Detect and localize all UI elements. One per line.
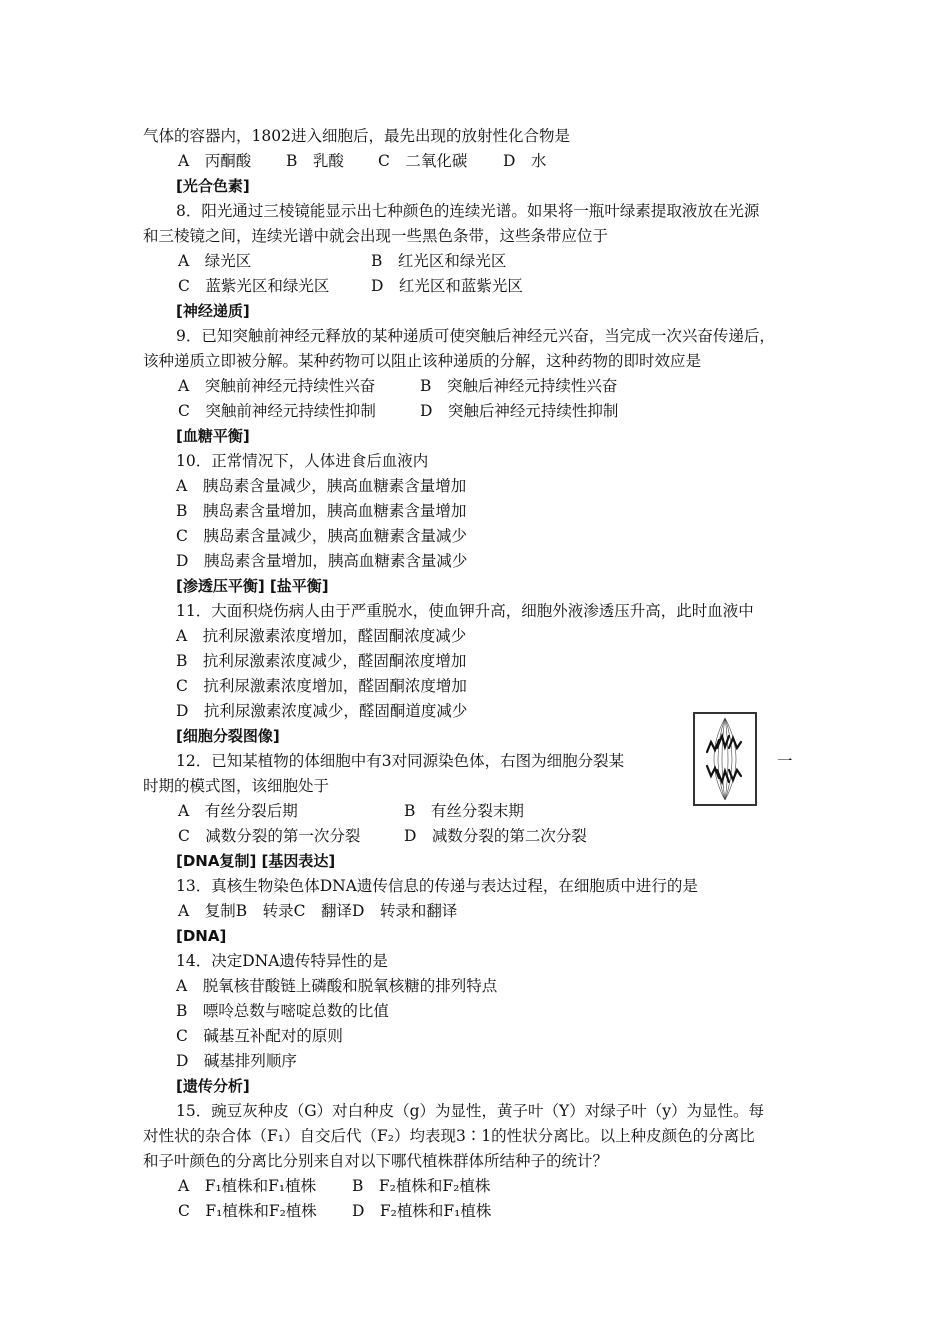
section-heading-genetic-analysis: [遗传分析] (176, 1077, 250, 1095)
section-heading-cell-division: [细胞分裂图像] (176, 727, 280, 745)
question-15-line-1: 15．豌豆灰种皮（G）对白种皮（g）为显性，黄子叶（Y）对绿子叶（y）为显性。每 (176, 1102, 765, 1120)
q14-option-c: C 碱基互补配对的原则 (176, 1027, 343, 1045)
q10-option-c: C 胰岛素含量减少，胰高血糖素含量减少 (176, 527, 467, 545)
section-heading-neurotransmitter: [神经递质] (176, 302, 250, 320)
q10-option-a: A 胰岛素含量减少，胰高血糖素含量增加 (176, 477, 467, 495)
cell-division-anaphase-icon (695, 714, 755, 804)
q7-option-b: B 乳酸 (286, 152, 344, 170)
q9-option-a: A 突触前神经元持续性兴奋 (178, 377, 376, 395)
q11-option-b: B 抗利尿激素浓度减少，醛固酮浓度增加 (176, 652, 467, 670)
section-heading-dna-replication: [DNA复制] [基因表达] (176, 852, 336, 870)
q12-option-a: A 有丝分裂后期 (178, 802, 298, 820)
section-heading-blood-sugar: [血糖平衡] (176, 427, 250, 445)
question-13-stem: 13．真核生物染色体DNA遗传信息的传递与表达过程，在细胞质中进行的是 (176, 877, 698, 895)
question-12-line-1-tail: 一 (777, 752, 793, 770)
q15-option-c: C F₁植株和F₂植株 (178, 1202, 317, 1220)
question-11-stem: 11．大面积烧伤病人由于严重脱水，使血钾升高，细胞外液渗透压升高，此时血液中 (176, 602, 754, 620)
q13-options: A 复制B 转录C 翻译D 转录和翻译 (178, 902, 458, 920)
question-7-stem-tail: 气体的容器内，1802进入细胞后，最先出现的放射性化合物是 (143, 127, 570, 145)
question-8-line-2: 和三棱镜之间，连续光谱中就会出现一些黑色条带，这些条带应位于 (143, 227, 609, 245)
question-9-line-1: 9．已知突触前神经元释放的某种递质可使突触后神经元兴奋，当完成一次兴奋传递后， (176, 327, 775, 345)
q9-option-d: D 突触后神经元持续性抑制 (420, 402, 619, 420)
q7-option-a: A 丙酮酸 (178, 152, 252, 170)
q8-option-d: D 红光区和蓝紫光区 (371, 277, 523, 295)
section-heading-osmotic-salt: [渗透压平衡] [盐平衡] (176, 577, 329, 595)
q8-option-c: C 蓝紫光区和绿光区 (178, 277, 330, 295)
q12-option-c: C 减数分裂的第一次分裂 (178, 827, 361, 845)
q11-option-d: D 抗利尿激素浓度减少，醛固酮道度减少 (176, 702, 468, 720)
q8-option-a: A 绿光区 (178, 252, 252, 270)
q10-option-b: B 胰岛素含量增加，胰高血糖素含量增加 (176, 502, 467, 520)
q14-option-b: B 嘌呤总数与嘧啶总数的比值 (176, 1002, 389, 1020)
cell-division-figure (693, 712, 757, 806)
question-15-line-3: 和子叶颜色的分离比分别来自对以下哪代植株群体所结种子的统计？ (143, 1152, 609, 1170)
q14-option-a: A 脱氧核苷酸链上磷酸和脱氧核糖的排列特点 (176, 977, 498, 995)
section-heading-dna: [DNA] (176, 927, 227, 945)
q14-option-d: D 碱基排列顺序 (176, 1052, 297, 1070)
q12-option-d: D 减数分裂的第二次分裂 (404, 827, 587, 845)
q11-option-c: C 抗利尿激素浓度增加，醛固酮浓度增加 (176, 677, 467, 695)
q7-option-c: C 二氧化碳 (378, 152, 468, 170)
question-9-line-2: 该种递质立即被分解。某种药物可以阻止该种递质的分解，这种药物的即时效应是 (143, 352, 702, 370)
question-10-stem: 10．正常情况下，人体进食后血液内 (176, 452, 429, 470)
question-12-line-1: 12．已知某植物的体细胞中有3对同源染色体，右图为细胞分裂某 (176, 752, 625, 770)
q11-option-a: A 抗利尿激素浓度增加，醛固酮浓度减少 (176, 627, 467, 645)
question-12-line-2: 时期的模式图，该细胞处于 (143, 777, 330, 795)
question-15-line-2: 对性状的杂合体（F₁）自交后代（F₂）均表现3∶1的性状分离比。以上种皮颜色的分离比 (143, 1127, 755, 1145)
section-heading-photosynthetic-pigment: [光合色素] (176, 177, 250, 195)
q15-option-b: B F₂植株和F₂植株 (352, 1177, 491, 1195)
q10-option-d: D 胰岛素含量增加，胰高血糖素含量减少 (176, 552, 468, 570)
q15-option-d: D F₂植株和F₁植株 (352, 1202, 492, 1220)
q9-option-b: B 突触后神经元持续性兴奋 (420, 377, 618, 395)
q12-option-b: B 有丝分裂末期 (404, 802, 524, 820)
question-8-line-1: 8．阳光通过三棱镜能显示出七种颜色的连续光谱。如果将一瓶叶绿素提取液放在光源 (176, 202, 760, 220)
q7-option-d: D 水 (503, 152, 547, 170)
question-14-stem: 14．决定DNA遗传特异性的是 (176, 952, 388, 970)
q9-option-c: C 突触前神经元持续性抑制 (178, 402, 376, 420)
q15-option-a: A F₁植株和F₁植株 (178, 1177, 317, 1195)
q8-option-b: B 红光区和绿光区 (371, 252, 507, 270)
